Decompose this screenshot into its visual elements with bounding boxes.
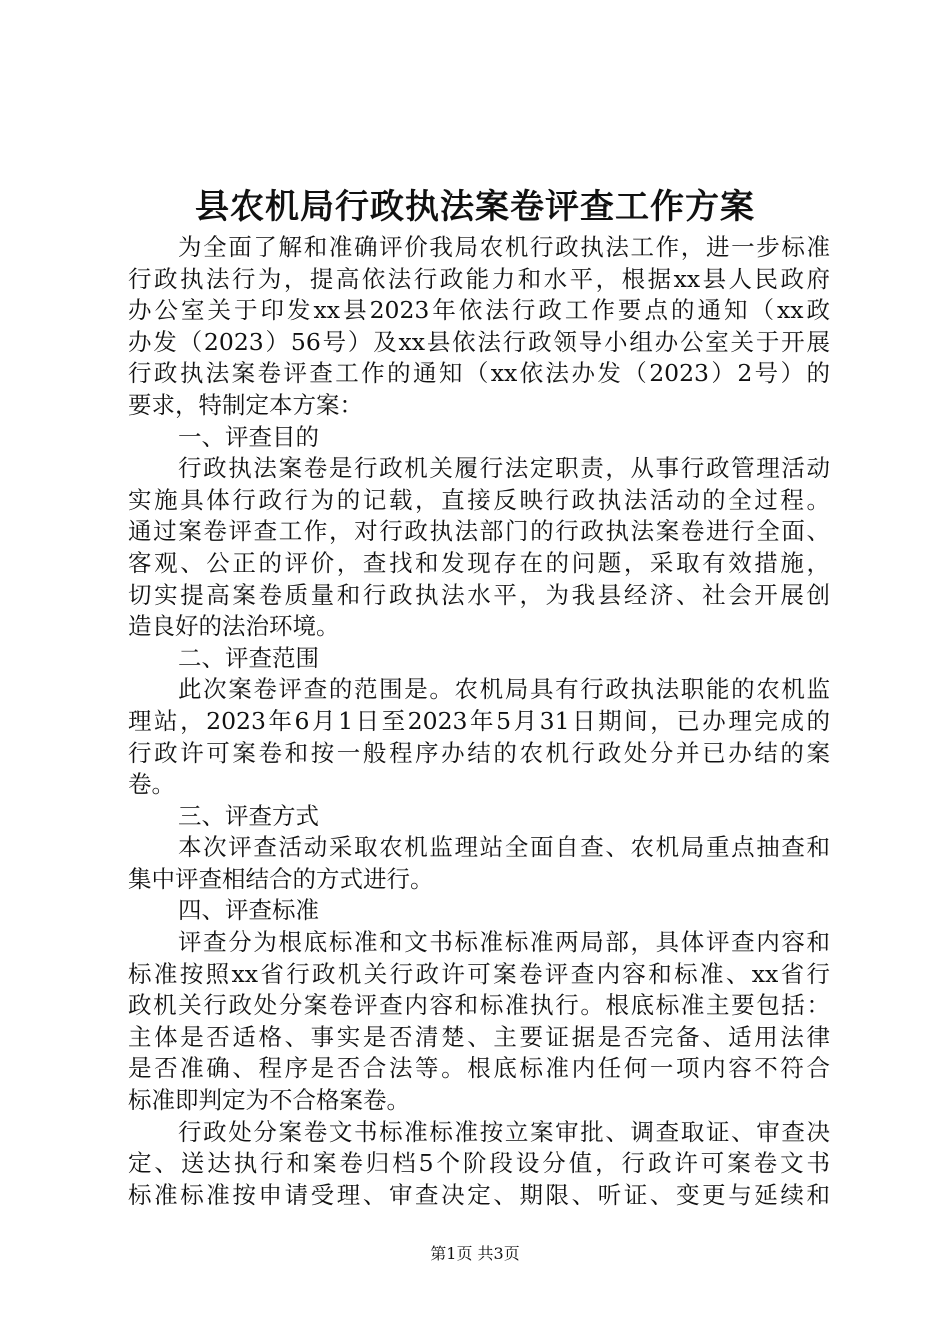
page-footer: 第1页 共3页 — [430, 1244, 520, 1263]
text-line: 通过案卷评查工作，对行政执法部门的行政执法案卷进行全面、 — [128, 517, 830, 546]
text-line: 行政许可案卷和按一般程序办结的农机行政处分并已办结的案 — [128, 738, 830, 767]
text-line: 行政执法行为，提高依法行政能力和水平，根据xx县人民政府 — [128, 264, 830, 293]
text-line: 一、评查目的 — [178, 422, 319, 451]
text-line: 行政执法案卷是行政机关履行法定职责，从事行政管理活动 — [178, 454, 830, 483]
text-line: 标准按照xx省行政机关行政许可案卷评查内容和标准、xx省行 — [128, 959, 830, 988]
text-line: 行政执法案卷评查工作的通知（xx依法办发（2023）2号）的 — [128, 359, 830, 388]
text-line: 二、评查范围 — [178, 643, 319, 672]
text-line: 主体是否适格、事实是否清楚、主要证据是否完备、适用法律 — [128, 1022, 830, 1051]
text-line: 行政处分案卷文书标准标准按立案审批、调查取证、审查决 — [178, 1117, 830, 1146]
text-line: 实施具体行政行为的记载，直接反映行政执法活动的全过程。 — [128, 485, 830, 514]
text-line: 理站，2023年6月1日至2023年5月31日期间，已办理完成的 — [128, 706, 830, 735]
text-line: 四、评查标准 — [178, 896, 319, 925]
document-title: 县农机局行政执法案卷评查工作方案 — [195, 187, 755, 227]
document-body — [128, 232, 830, 1211]
text-line: 切实提高案卷质量和行政执法水平，为我县经济、社会开展创 — [128, 580, 830, 609]
text-line: 三、评查方式 — [178, 801, 319, 830]
text-line: 标准标准按申请受理、审查决定、期限、听证、变更与延续和 — [128, 1180, 830, 1209]
text-line: 标准即判定为不合格案卷。 — [128, 1086, 410, 1115]
text-line: 要求，特制定本方案： — [128, 390, 363, 419]
text-line: 是否准确、程序是否合法等。根底标准内任何一项内容不符合 — [128, 1054, 830, 1083]
text-line: 办发（2023）56号）及xx县依法行政领导小组办公室关于开展 — [128, 327, 830, 356]
text-line: 定、送达执行和案卷归档5个阶段设分值，行政许可案卷文书 — [128, 1149, 830, 1178]
text-line: 评查分为根底标准和文书标准标准两局部，具体评查内容和 — [178, 928, 830, 957]
text-line: 此次案卷评查的范围是。农机局具有行政执法职能的农机监 — [178, 675, 830, 704]
text-line: 造良好的法治环境。 — [128, 612, 340, 641]
text-line: 卷。 — [128, 770, 175, 799]
text-line: 办公室关于印发xx县2023年依法行政工作要点的通知（xx政 — [128, 296, 830, 325]
text-line: 为全面了解和准确评价我局农机行政执法工作，进一步标准 — [178, 233, 830, 261]
text-line: 政机关行政处分案卷评查内容和标准执行。根底标准主要包括： — [128, 991, 830, 1020]
text-line: 客观、公正的评价，查找和发现存在的问题，采取有效措施， — [128, 548, 830, 577]
text-line: 本次评查活动采取农机监理站全面自查、农机局重点抽查和 — [178, 833, 830, 862]
text-line: 集中评查相结合的方式进行。 — [128, 864, 434, 893]
